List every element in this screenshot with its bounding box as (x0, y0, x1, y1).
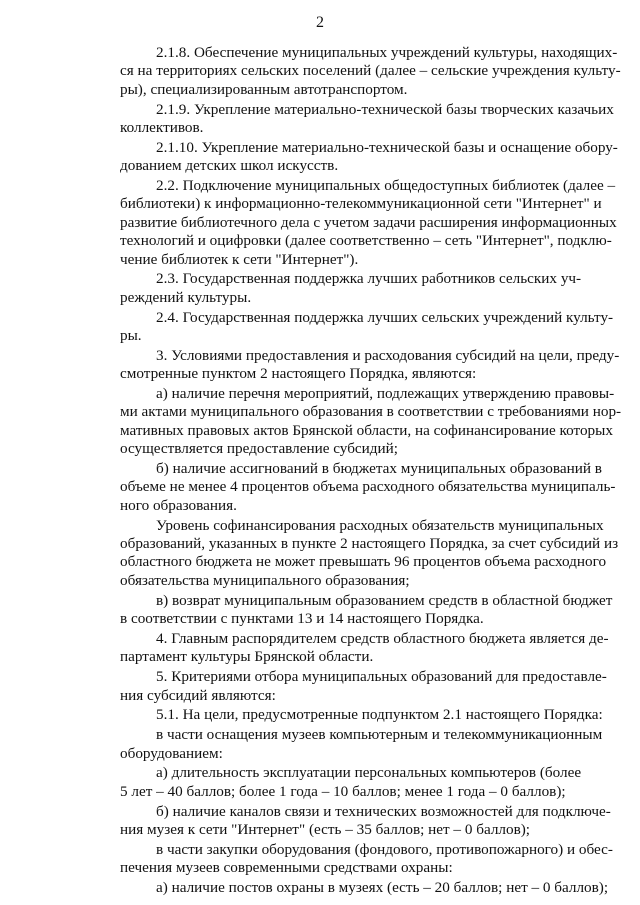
text-line: реждений культуры. (120, 288, 252, 306)
paragraph (84, 44, 621, 99)
paragraph (84, 308, 614, 346)
page-number: 2 (316, 14, 324, 31)
paragraph (84, 706, 603, 724)
paragraph (84, 764, 582, 801)
text-line: осуществляется предоставление субсидий; (120, 440, 399, 458)
paragraph (84, 629, 609, 667)
text-line: обязательства муниципального образования; (120, 571, 410, 589)
text-line: печения музеев современными средствами охраны: (120, 859, 453, 877)
paragraph (84, 802, 611, 840)
text-line: в части закупки оборудования (фондового, противопожарного) и обес- (156, 840, 613, 858)
text-line: дованием детских школ искусств. (120, 157, 339, 175)
text-line: технологий и оцифровки (далее соответственно – сеть "Интернет", подклю- (120, 232, 612, 250)
text-line: ры. (120, 327, 142, 345)
paragraph (84, 840, 613, 878)
text-line: 2.1.10. Укрепление материально-технической базы и оснащение обору- (156, 138, 618, 156)
text-line: ния музея к сети "Интернет" (есть – 35 баллов; нет – 0 баллов); (120, 820, 531, 838)
text-line: 2.2. Подключение муниципальных общедоступных библиотек (далее – (156, 177, 616, 195)
text-line: 3. Условиями предоставления и расходования субсидий на цели, преду- (156, 346, 620, 364)
text-line: развитие библиотечного дела с учетом задачи расширения информационных (120, 213, 617, 231)
text-line: 5. Критериями отбора муниципальных образований для предоставле- (156, 668, 607, 686)
paragraph (84, 591, 613, 629)
text-line: партамент культуры Брянской области. (120, 648, 374, 666)
text-line: 2.3. Государственная поддержка лучших работников сельских уч- (156, 270, 582, 288)
text-line: ры), специализированным автотранспортом. (120, 80, 408, 98)
text-line: образований, указанных в пункте 2 настоящего Порядка, за счет субсидий из (120, 535, 619, 553)
text-line: 4. Главным распорядителем средств областного бюджета является де- (156, 629, 609, 647)
text-line: а) длительность эксплуатации персональных компьютеров (более (156, 764, 582, 782)
text-line: а) наличие постов охраны в музеях (есть – 20 баллов; нет – 0 баллов); (156, 878, 609, 896)
text-line: оборудованием: (120, 744, 223, 762)
text-line: б) наличие каналов связи и технических возможностей для подключе- (156, 802, 611, 820)
text-line: ми актами муниципального образования в соответствии с требованиями нор- (120, 403, 622, 421)
text-line: смотренные пунктом 2 настоящего Порядка, являются: (120, 365, 477, 383)
paragraph (84, 726, 603, 763)
paragraph (84, 138, 618, 176)
paragraph (84, 346, 620, 384)
paragraph (84, 100, 614, 138)
text-line: коллективов. (120, 119, 204, 137)
paragraph (84, 177, 617, 269)
text-line: чение библиотек к сети "Интернет"). (120, 250, 359, 268)
paragraph (84, 516, 619, 591)
text-line: Уровень софинансирования расходных обязательств муниципальных (156, 516, 604, 534)
text-line: 5.1. На цели, предусмотренные подпунктом 2.1 настоящего Порядка: (156, 706, 603, 724)
text-line: 2.4. Государственная поддержка лучших сельских учреждений культу- (156, 308, 614, 326)
paragraph (84, 385, 622, 459)
text-line: объеме не менее 4 процентов объема расходного обязательства муниципаль- (120, 478, 616, 496)
text-line: 5 лет – 40 баллов; более 1 года – 10 баллов; менее 1 года – 0 баллов); (120, 782, 566, 800)
text-line: мативных правовых актов Брянской области, на софинансирование которых (120, 421, 613, 439)
paragraph (84, 668, 607, 705)
text-line: библиотеки) к информационно-телекоммуникационной сети "Интернет" и (120, 195, 602, 213)
text-line: а) наличие перечня мероприятий, подлежащих утверждению правовы- (156, 385, 615, 403)
text-line: б) наличие ассигнований в бюджетах муниципальных образований в (156, 460, 602, 478)
paragraph (84, 270, 582, 307)
text-line: 2.1.8. Обеспечение муниципальных учреждений культуры, находящих- (156, 44, 618, 61)
text-line: в части оснащения музеев компьютерным и телекоммуникационным (156, 726, 603, 744)
text-line: в соответствии с пунктами 13 и 14 настоящего Порядка. (120, 610, 484, 628)
text-line: 2.1.9. Укрепление материально-технической базы творческих казачьих (156, 100, 614, 118)
paragraph (84, 878, 609, 897)
text-line: ния субсидий являются: (120, 686, 276, 704)
text-line: в) возврат муниципальным образованием средств в областной бюджет (156, 591, 613, 609)
text-line: областного бюджета не может превышать 96 процентов объема расходного (120, 553, 607, 571)
text-line: ся на территориях сельских поселений (далее – сельские учреждения культу- (120, 62, 621, 80)
document-body (84, 44, 622, 899)
text-line: ного образования. (120, 496, 237, 514)
paragraph (84, 460, 616, 515)
